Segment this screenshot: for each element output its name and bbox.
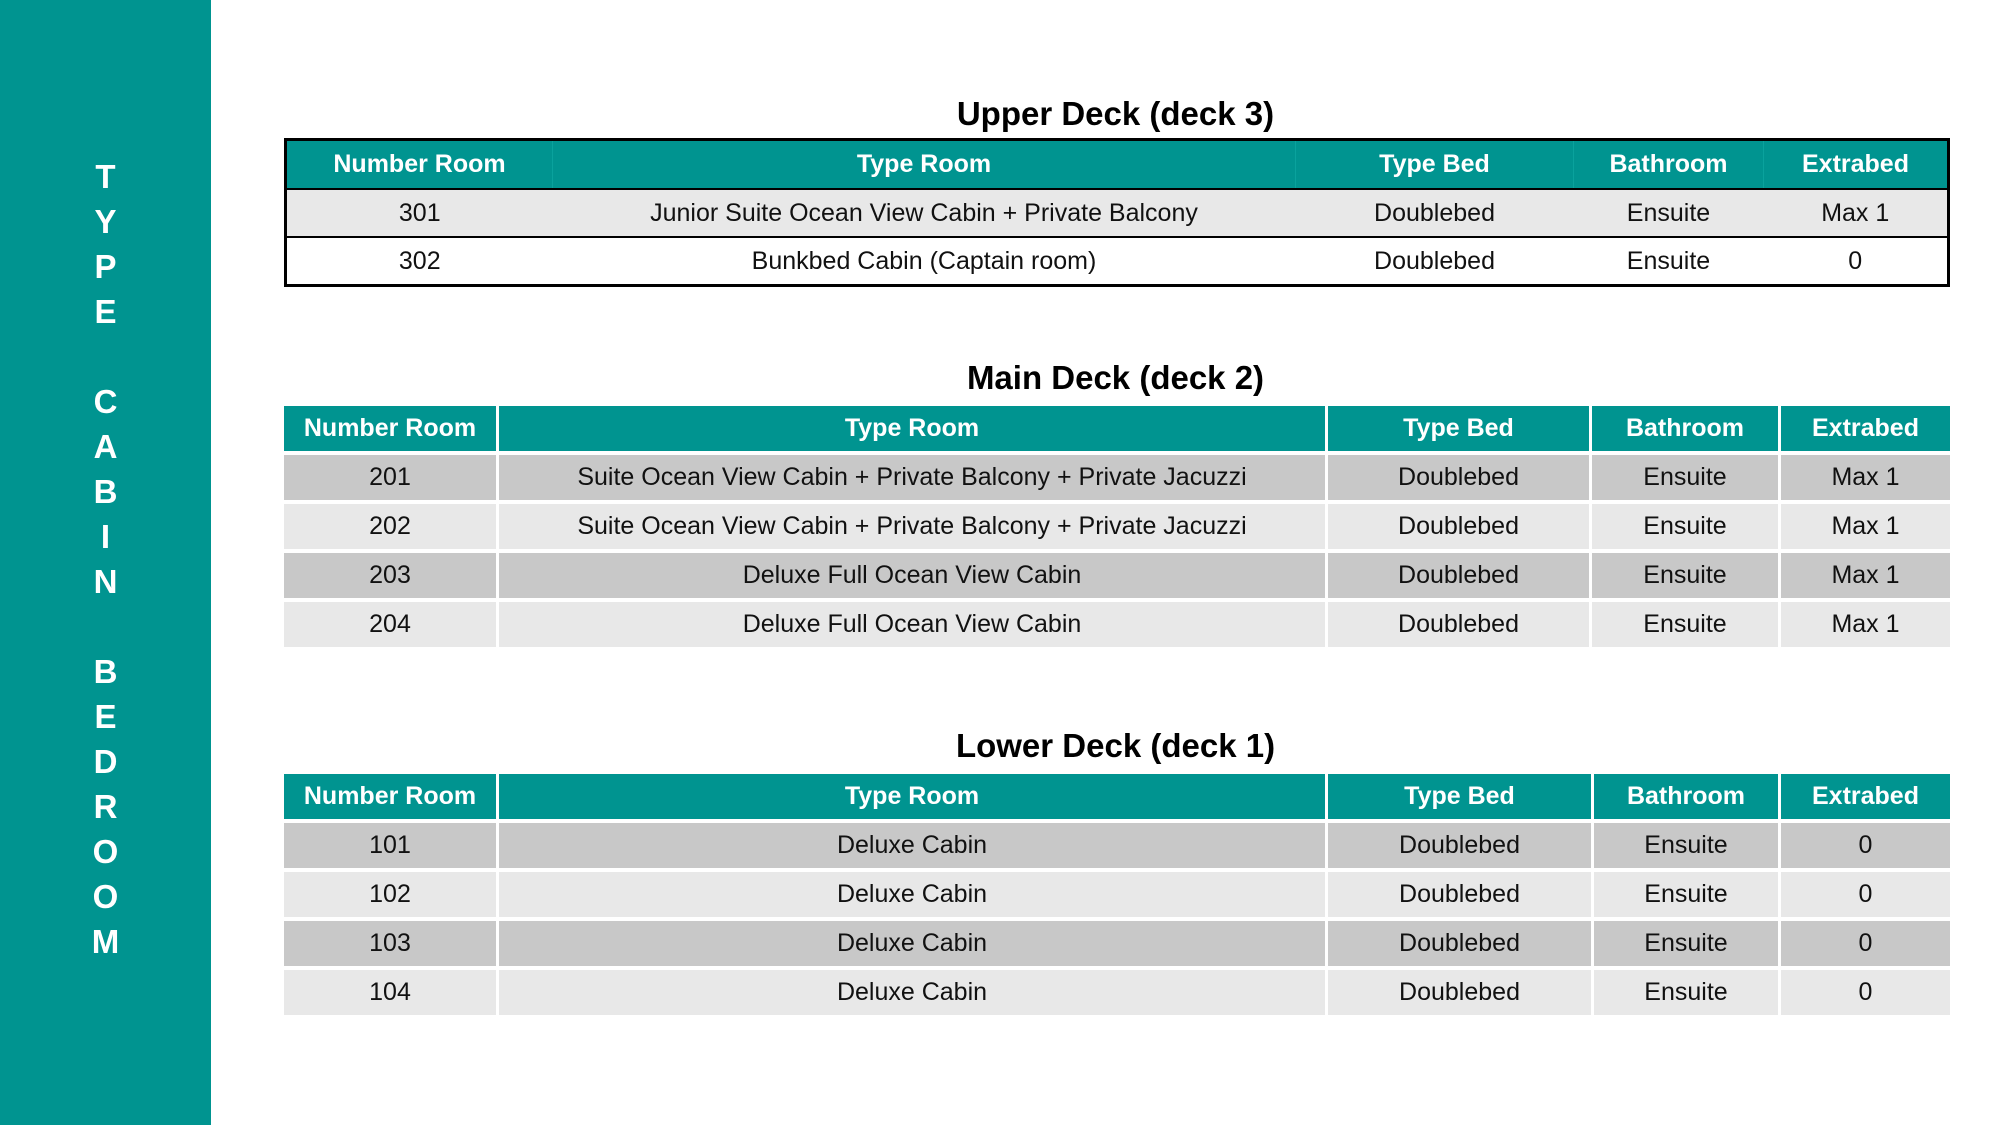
cell-type-room: Suite Ocean View Cabin + Private Balcony + Private Jacuzzi [499,504,1325,549]
table-row [284,970,1950,1015]
header-number-room: Number Room [284,774,496,819]
table-row [286,237,1949,286]
cell-bathroom: Ensuite [1592,602,1778,647]
sidebar-letter: E [94,293,117,330]
header-extrabed: Extrabed [1764,140,1949,190]
sidebar-letter: I [100,518,111,555]
cell-type-bed: Doublebed [1328,455,1589,500]
sidebar-letter: D [93,743,118,780]
header-type-bed: Type Bed [1328,774,1591,819]
header-extrabed: Extrabed [1781,774,1950,819]
cell-type-room: Deluxe Cabin [499,921,1325,966]
cell-extrabed: Max 1 [1764,189,1949,237]
cell-extrabed: Max 1 [1781,602,1950,647]
sidebar-letter: B [93,473,118,510]
cell-bathroom: Ensuite [1592,455,1778,500]
header-type-room: Type Room [553,140,1296,190]
upper-deck-table [284,138,1950,287]
sidebar-letter: M [91,923,120,960]
cell-number-room: 103 [284,921,496,966]
cell-type-bed: Doublebed [1328,970,1591,1015]
table-header-row [284,774,1950,819]
main-deck-section [284,354,1947,651]
sidebar-letter: A [93,428,118,465]
cell-type-bed: Doublebed [1296,237,1574,286]
cell-type-room: Bunkbed Cabin (Captain room) [553,237,1296,286]
cell-type-bed: Doublebed [1328,872,1591,917]
table-row [284,504,1950,549]
cell-number-room: 203 [284,553,496,598]
main-deck-table [281,402,1953,651]
table-row [284,455,1950,500]
sidebar-letter: Y [94,203,117,240]
sidebar-letter: E [94,698,117,735]
cell-number-room: 201 [284,455,496,500]
cell-type-bed: Doublebed [1328,823,1591,868]
cell-number-room: 302 [286,237,553,286]
table-row [284,823,1950,868]
upper-deck-section [284,90,1947,287]
cell-number-room: 301 [286,189,553,237]
cell-type-room: Suite Ocean View Cabin + Private Balcony + Private Jacuzzi [499,455,1325,500]
header-number-room: Number Room [286,140,553,190]
cell-bathroom: Ensuite [1592,504,1778,549]
lower-deck-title: Lower Deck (deck 1) [955,727,1276,764]
cell-extrabed: 0 [1764,237,1949,286]
lower-deck-table [281,770,1953,1019]
cell-number-room: 202 [284,504,496,549]
cell-extrabed: 0 [1781,872,1950,917]
cell-bathroom: Ensuite [1574,189,1764,237]
header-extrabed: Extrabed [1781,406,1950,451]
sidebar [0,0,211,1125]
table-header-row [286,140,1949,190]
cell-type-room: Deluxe Cabin [499,872,1325,917]
header-number-room: Number Room [284,406,496,451]
sidebar-letter: T [95,158,116,195]
cell-type-room: Deluxe Full Ocean View Cabin [499,602,1325,647]
cell-type-room: Deluxe Cabin [499,823,1325,868]
header-bathroom: Bathroom [1594,774,1778,819]
main-deck-title: Main Deck (deck 2) [966,359,1265,396]
cell-bathroom: Ensuite [1594,970,1778,1015]
cell-extrabed: 0 [1781,823,1950,868]
sidebar-letter: C [93,383,118,420]
header-type-bed: Type Bed [1296,140,1574,190]
header-bathroom: Bathroom [1592,406,1778,451]
cell-extrabed: 0 [1781,921,1950,966]
cell-type-bed: Doublebed [1328,602,1589,647]
table-row [284,553,1950,598]
table-row [286,189,1949,237]
cell-type-room: Deluxe Full Ocean View Cabin [499,553,1325,598]
table-header-row [284,406,1950,451]
sidebar-letter: O [92,833,119,870]
sidebar-letter [86,334,126,379]
cell-number-room: 102 [284,872,496,917]
cell-bathroom: Ensuite [1594,921,1778,966]
cell-extrabed: 0 [1781,970,1950,1015]
lower-deck-section [284,722,1947,1019]
cell-type-bed: Doublebed [1296,189,1574,237]
table-row [284,872,1950,917]
header-bathroom: Bathroom [1574,140,1764,190]
cell-number-room: 101 [284,823,496,868]
header-type-room: Type Room [499,774,1325,819]
upper-deck-title: Upper Deck (deck 3) [956,95,1275,132]
cell-type-room: Deluxe Cabin [499,970,1325,1015]
sidebar-letter: P [94,248,117,285]
cell-bathroom: Ensuite [1574,237,1764,286]
cell-type-bed: Doublebed [1328,504,1589,549]
sidebar-letter [86,604,126,649]
sidebar-letter: B [93,653,118,690]
sidebar-letter: R [93,788,118,825]
table-row [284,602,1950,647]
cell-type-bed: Doublebed [1328,553,1589,598]
table-row [284,921,1950,966]
sidebar-letter: N [93,563,118,600]
cell-number-room: 204 [284,602,496,647]
sidebar-letter: O [92,878,119,915]
cell-type-room: Junior Suite Ocean View Cabin + Private Balcony [553,189,1296,237]
cell-bathroom: Ensuite [1594,823,1778,868]
cell-extrabed: Max 1 [1781,553,1950,598]
cell-extrabed: Max 1 [1781,504,1950,549]
cell-number-room: 104 [284,970,496,1015]
cell-extrabed: Max 1 [1781,455,1950,500]
cell-type-bed: Doublebed [1328,921,1591,966]
header-type-bed: Type Bed [1328,406,1589,451]
header-type-room: Type Room [499,406,1325,451]
cell-bathroom: Ensuite [1592,553,1778,598]
cell-bathroom: Ensuite [1594,872,1778,917]
